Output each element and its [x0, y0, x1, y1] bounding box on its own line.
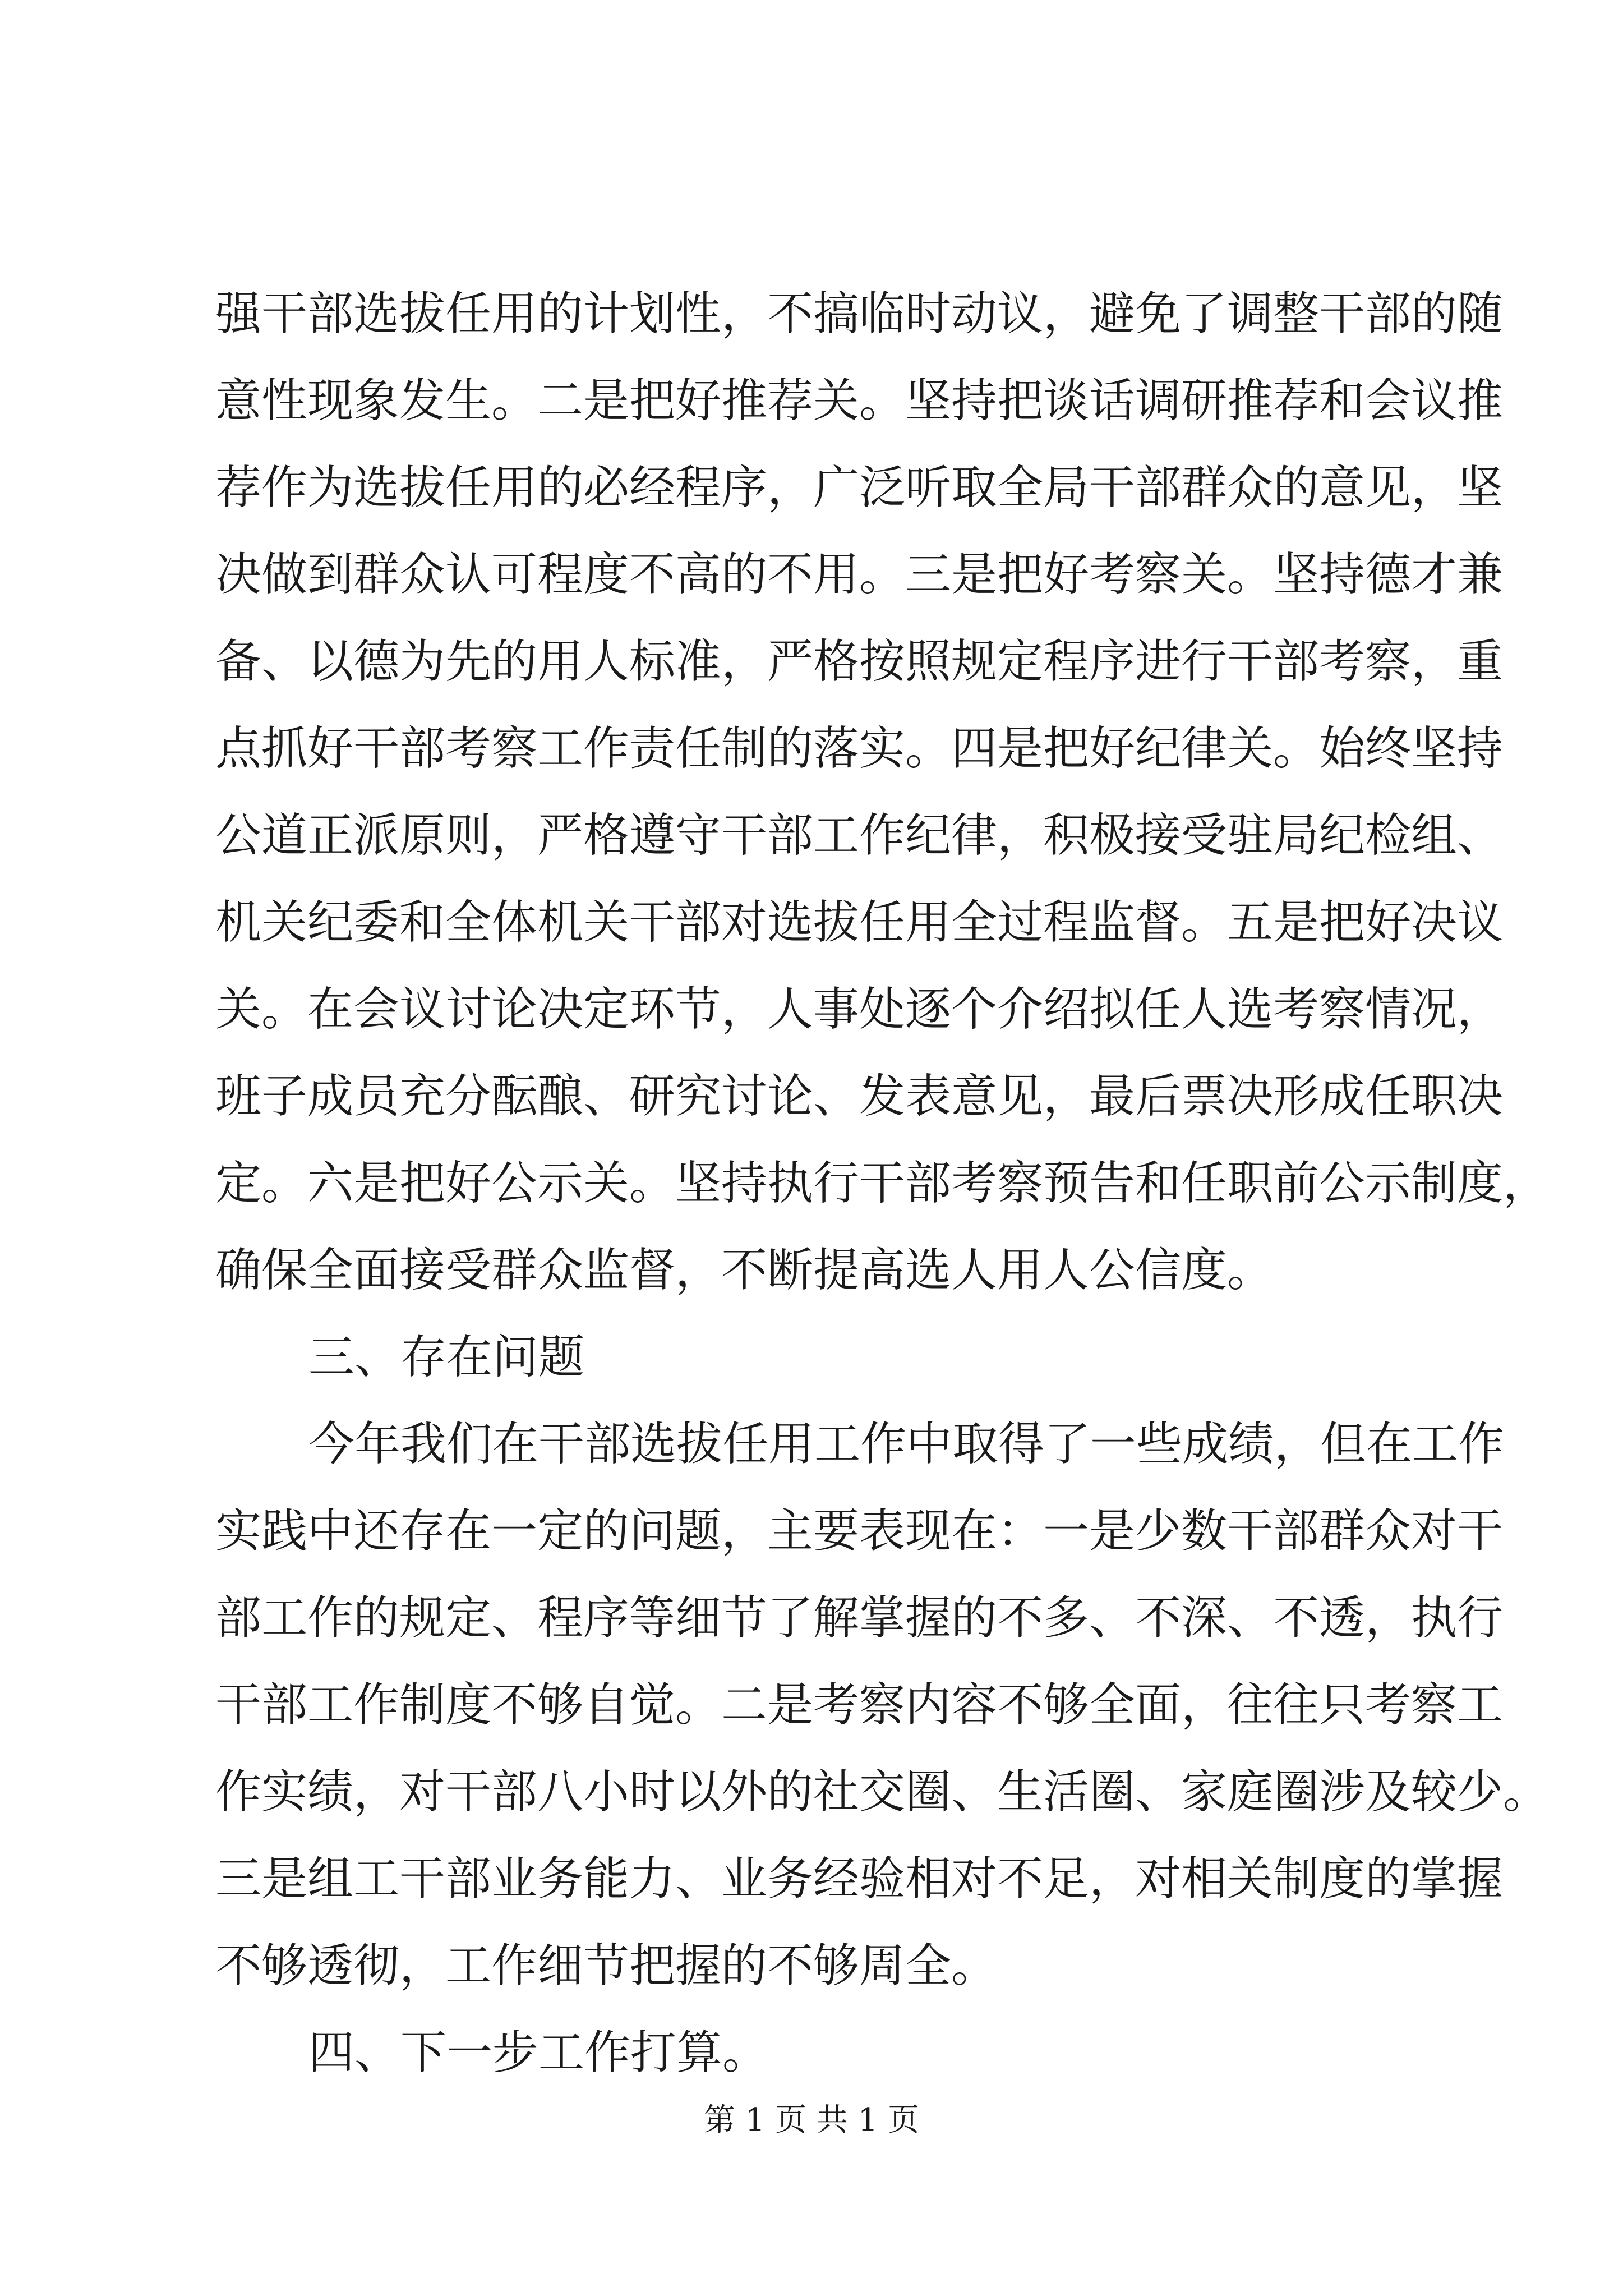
paragraph-line: 实践中还存在一定的问题，主要表现在：一是少数干部群众对干	[215, 1504, 1504, 1558]
paragraph-line: 作实绩，对干部八小时以外的社交圈、生活圈、家庭圈涉及较少。	[215, 1765, 1550, 1819]
section-heading: 三、存在问题	[308, 1331, 585, 1384]
section-heading: 四、下一步工作打算。	[308, 2026, 769, 2079]
paragraph-line: 公道正派原则，严格遵守干部工作纪律，积极接受驻局纪检组、	[215, 809, 1504, 862]
paragraph-line: 点抓好干部考察工作责任制的落实。四是把好纪律关。始终坚持	[215, 722, 1504, 775]
paragraph-line: 部工作的规定、程序等细节了解掌握的不多、不深、不透，执行	[215, 1591, 1504, 1645]
paragraph-line: 机关纪委和全体机关干部对选拔任用全过程监督。五是把好决议	[215, 896, 1504, 949]
paragraph-line: 确保全面接受群众监督，不断提高选人用人公信度。	[215, 1244, 1274, 1297]
paragraph-line: 不够透彻，工作细节把握的不够周全。	[215, 1939, 998, 1993]
paragraph-line: 意性现象发生。二是把好推荐关。坚持把谈话调研推荐和会议推	[215, 374, 1504, 427]
page-footer: 第 1 页 共 1 页	[703, 2102, 920, 2138]
paragraph-line: 班子成员充分酝酿、研究讨论、发表意见，最后票决形成任职决	[215, 1070, 1504, 1123]
paragraph-line: 强干部选拔任用的计划性，不搞临时动议，避免了调整干部的随	[215, 287, 1504, 341]
paragraph-line: 荐作为选拔任用的必经程序，广泛听取全局干部群众的意见，坚	[215, 461, 1504, 514]
paragraph-line: 定。六是把好公示关。坚持执行干部考察预告和任职前公示制度，	[215, 1157, 1550, 1210]
paragraph-line: 三是组工干部业务能力、业务经验相对不足，对相关制度的掌握	[215, 1852, 1504, 1906]
paragraph-line: 决做到群众认可程度不高的不用。三是把好考察关。坚持德才兼	[215, 548, 1504, 601]
paragraph-line: 备、以德为先的用人标准，严格按照规定程序进行干部考察，重	[215, 635, 1504, 688]
paragraph-line: 今年我们在干部选拔任用工作中取得了一些成绩，但在工作	[308, 1418, 1505, 1471]
paragraph-line: 干部工作制度不够自觉。二是考察内容不够全面，往往只考察工	[215, 1678, 1504, 1732]
paragraph-line: 关。在会议讨论决定环节，人事处逐个介绍拟任人选考察情况，	[215, 983, 1504, 1036]
